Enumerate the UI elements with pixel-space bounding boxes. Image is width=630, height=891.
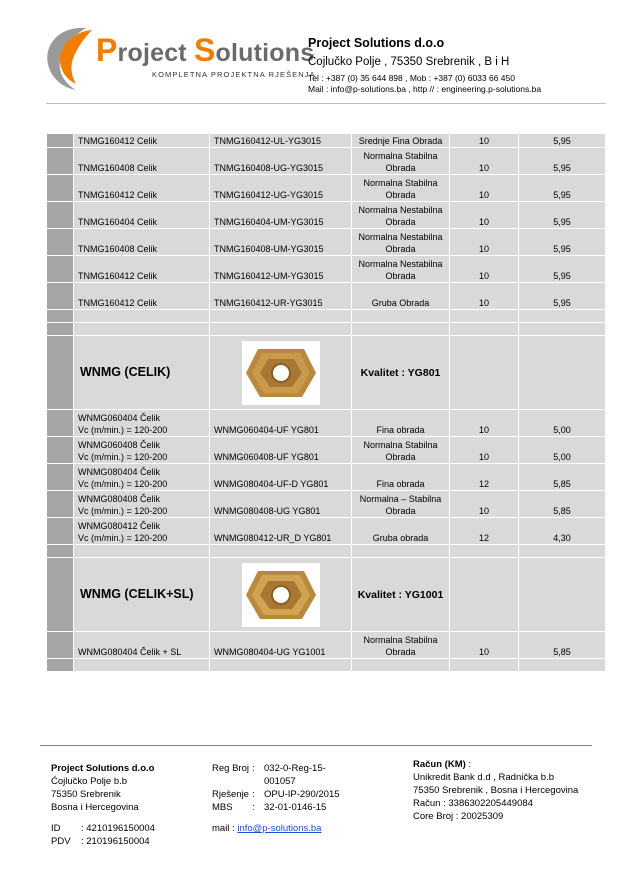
product-code: TNMG160412-UL-YG3015 bbox=[210, 134, 352, 148]
logo-tagline: KOMPLETNA PROJEKTNA RJEŠENJA bbox=[152, 70, 316, 79]
product-price: 5,00 bbox=[519, 437, 606, 464]
product-qty: 10 bbox=[450, 175, 519, 202]
spacer-row bbox=[47, 545, 606, 558]
product-price: 5,95 bbox=[519, 202, 606, 229]
product-code: WNMG060408-UF YG801 bbox=[210, 437, 352, 464]
product-section-header bbox=[47, 558, 606, 632]
reg-label: Reg Broj bbox=[212, 763, 249, 774]
product-qty: 10 bbox=[450, 283, 519, 310]
quality-label: Kvalitet : YG1001 bbox=[357, 588, 444, 601]
product-vc: Vc (m/min.) = 120-200 bbox=[78, 506, 168, 516]
product-qty: 12 bbox=[450, 464, 519, 491]
product-qty: 10 bbox=[450, 148, 519, 175]
product-desc: Srednje Fina Obrada bbox=[352, 134, 450, 148]
product-section-header bbox=[47, 336, 606, 410]
reg-value: 032-0-Reg-15-001057 bbox=[264, 763, 326, 787]
footer-id-row bbox=[51, 822, 155, 835]
product-name: WNMG080404 Čelik + SL bbox=[74, 632, 210, 659]
section-title: WNMG (CELIK+SL) bbox=[80, 587, 194, 601]
product-desc: Normalna Nestabilna Obrada bbox=[352, 202, 450, 229]
spacer-row bbox=[47, 310, 606, 323]
table-row bbox=[47, 410, 606, 437]
footer-bank bbox=[413, 758, 578, 823]
mbs-label: MBS bbox=[212, 802, 233, 813]
footer-registration bbox=[212, 762, 352, 835]
product-price: 5,95 bbox=[519, 134, 606, 148]
footer-company-name: Project Solutions d.o.o bbox=[51, 763, 155, 774]
id-label: ID bbox=[51, 823, 61, 834]
product-desc: Gruba obrada bbox=[352, 518, 450, 545]
bank-address: 75350 Srebrenik , Bosna i Hercegovina bbox=[413, 785, 579, 796]
product-price: 5,95 bbox=[519, 229, 606, 256]
product-desc: Normalna Stabilna Obrada bbox=[352, 148, 450, 175]
spacer-row bbox=[47, 323, 606, 336]
spacer-row bbox=[47, 659, 606, 672]
product-name: TNMG160412 Celik bbox=[74, 256, 210, 283]
product-name: TNMG160412 Celik bbox=[74, 134, 210, 148]
table-row bbox=[47, 632, 606, 659]
product-qty: 10 bbox=[450, 491, 519, 518]
product-desc: Normalna Stabilna Obrada bbox=[352, 437, 450, 464]
bank-title: Račun (KM) bbox=[413, 759, 466, 770]
product-desc: Fina obrada bbox=[352, 410, 450, 437]
company-logo bbox=[42, 24, 316, 94]
product-desc: Fina obrada bbox=[352, 464, 450, 491]
product-qty: 12 bbox=[450, 518, 519, 545]
product-name-cell bbox=[74, 464, 210, 491]
id-value: : 4210196150004 bbox=[81, 823, 155, 834]
product-vc: Vc (m/min.) = 120-200 bbox=[78, 425, 168, 435]
wnmg-insert-image bbox=[242, 341, 320, 405]
product-name-cell bbox=[74, 518, 210, 545]
table-row bbox=[47, 256, 606, 283]
footer-mail bbox=[212, 822, 352, 835]
product-name-cell bbox=[74, 437, 210, 464]
footer-address-line: 75350 Srebrenik bbox=[51, 789, 121, 800]
product-code: TNMG160404-UM-YG3015 bbox=[210, 202, 352, 229]
table-row bbox=[47, 283, 606, 310]
rjesenje-row: Rješenje : OPU-IP-290/2015 bbox=[212, 788, 352, 801]
bank-name: Unikredit Bank d.d , Radnička b.b bbox=[413, 772, 554, 783]
product-qty: 10 bbox=[450, 202, 519, 229]
product-qty: 10 bbox=[450, 256, 519, 283]
product-name-cell bbox=[74, 410, 210, 437]
product-name: WNMG060408 Čelik bbox=[78, 440, 161, 450]
logo-wordmark: Project Solutions bbox=[96, 32, 315, 68]
product-desc: Normalna Stabilna Obrada bbox=[352, 175, 450, 202]
bank-account: Račun : 3386302205449084 bbox=[413, 798, 533, 809]
product-price: 5,85 bbox=[519, 632, 606, 659]
product-desc: Gruba Obrada bbox=[352, 283, 450, 310]
table-row bbox=[47, 464, 606, 491]
table-row bbox=[47, 518, 606, 545]
product-qty: 10 bbox=[450, 229, 519, 256]
header-divider bbox=[46, 103, 606, 104]
quality-label: Kvalitet : YG801 bbox=[360, 366, 441, 379]
bank-core: Core Broj : 20025309 bbox=[413, 811, 504, 822]
product-desc: Normalna Stabilna Obrada bbox=[352, 632, 450, 659]
company-mail: Mail : info@p-solutions.ba , http // : engineering.p-solutions.ba bbox=[308, 83, 542, 94]
wnmg-sl-insert-image bbox=[242, 563, 320, 627]
footer-company bbox=[51, 762, 155, 848]
company-address: Ćojlučko Polje , 75350 Srebrenik , B i H bbox=[308, 56, 510, 68]
product-code: TNMG160408-UG-YG3015 bbox=[210, 148, 352, 175]
product-code: WNMG080412-UR_D YG801 bbox=[210, 518, 352, 545]
product-name: TNMG160412 Celik bbox=[74, 175, 210, 202]
product-price: 5,95 bbox=[519, 148, 606, 175]
product-price: 5,95 bbox=[519, 256, 606, 283]
product-name: TNMG160404 Celik bbox=[74, 202, 210, 229]
product-code: WNMG060404-UF YG801 bbox=[210, 410, 352, 437]
bank-title-suffix: : bbox=[465, 759, 472, 770]
table-row bbox=[47, 437, 606, 464]
table-row bbox=[47, 229, 606, 256]
product-qty: 10 bbox=[450, 134, 519, 148]
logo-swoosh-icon bbox=[42, 24, 102, 94]
product-code: TNMG160412-UR-YG3015 bbox=[210, 283, 352, 310]
product-code: WNMG080404-UG YG1001 bbox=[210, 632, 352, 659]
footer-address-line: Bosna i Hercegovina bbox=[51, 802, 139, 813]
product-price: 5,85 bbox=[519, 464, 606, 491]
product-price: 5,00 bbox=[519, 410, 606, 437]
product-qty: 10 bbox=[450, 410, 519, 437]
product-vc: Vc (m/min.) = 120-200 bbox=[78, 452, 168, 462]
pdv-label: PDV bbox=[51, 836, 71, 847]
table-row bbox=[47, 134, 606, 148]
table-row bbox=[47, 491, 606, 518]
product-qty: 10 bbox=[450, 437, 519, 464]
rjesenje-value: OPU-IP-290/2015 bbox=[264, 789, 340, 800]
product-price: 4,30 bbox=[519, 518, 606, 545]
pdv-value: : 210196150004 bbox=[81, 836, 150, 847]
product-name: TNMG160408 Celik bbox=[74, 148, 210, 175]
product-price: 5,95 bbox=[519, 175, 606, 202]
mail-label: mail : bbox=[212, 823, 238, 834]
table-row bbox=[47, 175, 606, 202]
product-name: WNMG080412 Čelik bbox=[78, 521, 161, 531]
product-qty: 10 bbox=[450, 632, 519, 659]
section-title: WNMG (CELIK) bbox=[80, 365, 171, 379]
product-vc: Vc (m/min.) = 120-200 bbox=[78, 533, 168, 543]
rjesenje-label: Rješenje bbox=[212, 789, 249, 800]
product-code: TNMG160412-UG-YG3015 bbox=[210, 175, 352, 202]
mbs-value: 32-01-0146-15 bbox=[264, 802, 327, 813]
product-code: TNMG160412-UM-YG3015 bbox=[210, 256, 352, 283]
product-name: TNMG160408 Celik bbox=[74, 229, 210, 256]
product-name: TNMG160412 Celik bbox=[74, 283, 210, 310]
product-desc: Normalna Nestabilna Obrada bbox=[352, 229, 450, 256]
product-name-cell bbox=[74, 491, 210, 518]
product-name: WNMG080404 Čelik bbox=[78, 467, 161, 477]
product-code: WNMG080404-UF-D YG801 bbox=[210, 464, 352, 491]
price-table bbox=[46, 133, 606, 672]
mail-link[interactable]: info@p-solutions.ba bbox=[237, 823, 322, 834]
footer-address-line: Ćojlučko Polje b.b bbox=[51, 776, 128, 787]
product-price: 5,95 bbox=[519, 283, 606, 310]
product-price: 5,85 bbox=[519, 491, 606, 518]
footer-divider bbox=[40, 745, 592, 746]
product-desc: Normalna Nestabilna Obrada bbox=[352, 256, 450, 283]
company-info bbox=[308, 36, 541, 95]
table-row bbox=[47, 202, 606, 229]
product-code: WNMG080408-UG YG801 bbox=[210, 491, 352, 518]
product-desc: Normalna – Stabilna Obrada bbox=[352, 491, 450, 518]
product-code: TNMG160408-UM-YG3015 bbox=[210, 229, 352, 256]
product-name: WNMG080408 Čelik bbox=[78, 494, 161, 504]
product-vc: Vc (m/min.) = 120-200 bbox=[78, 479, 168, 489]
reg-row: Reg Broj : 032-0-Reg-15-001057 bbox=[212, 762, 352, 788]
company-name: Project Solutions d.o.o bbox=[308, 36, 445, 50]
mbs-row: MBS : 32-01-0146-15 bbox=[212, 801, 352, 814]
table-row bbox=[47, 148, 606, 175]
company-phone: Tel : +387 (0) 35 644 898 , Mob : +387 (0) 6033 66 450 bbox=[308, 72, 515, 83]
footer-pdv-row bbox=[51, 835, 155, 848]
product-name: WNMG060404 Čelik bbox=[78, 413, 161, 423]
